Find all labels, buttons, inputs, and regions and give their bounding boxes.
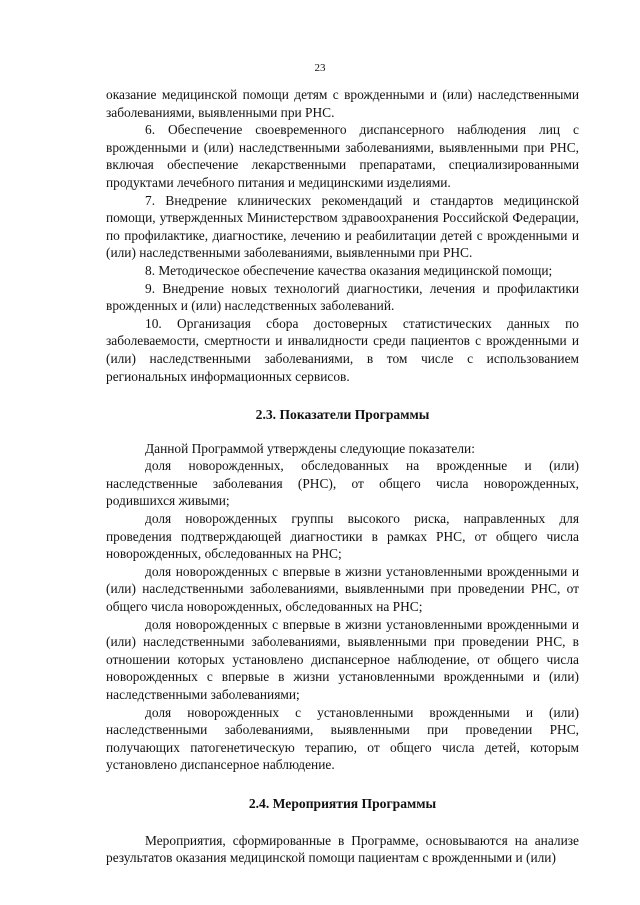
document-body — [106, 86, 579, 867]
paragraph-indicators-intro: Данной Программой утверждены следующие показатели: — [145, 440, 475, 456]
paragraph-indicator: доля новорожденных, обследованных на врожденные и (или) наследственные заболевания (РНС), от общего числа новорожденных, родившихся живыми; — [106, 458, 579, 509]
section-heading-indicators: 2.3. Показатели Программы — [255, 407, 430, 423]
page-number: 23 — [314, 62, 326, 74]
paragraph-item-7: 7. Внедрение клинических рекомендаций и стандартов медицинской помощи, утвержденных Министерством здравоохранения Российской Федерации, по профилактике, диагностике, лечению и реабилитации детей с врожденными и (или) наследственными заболеваниями, выявленными при РНС. — [106, 192, 579, 261]
paragraph-indicator: доля новорожденных группы высокого риска, направленных для проведения подтверждающей диагностики в рамках РНС, от общего числа новорожденных, обследованных на РНС; — [106, 511, 579, 562]
paragraph-item-8: 8. Методическое обеспечение качества оказания медицинской помощи; — [145, 262, 553, 278]
paragraph-indicator: доля новорожденных с впервые в жизни установленными врожденными и (или) наследственными заболеваниями, выявленными при проведении РНС, в отношении которых установлено диспансерное наблюдение, от общего числа новорожденных с впервые в жизни установленными врожденными и (или) наследственными заболеваниями; — [106, 616, 579, 702]
section-heading-activities: 2.4. Мероприятия Программы — [248, 795, 437, 811]
paragraph-item-9: 9. Внедрение новых технологий диагностики, лечения и профилактики врожденных и (или) наследственных заболеваний. — [106, 280, 579, 314]
paragraph-indicator: доля новорожденных с установленными врожденными и (или) наследственными заболеваниями, выявленными при проведении РНС, получающих патогенетическую терапию, от общего числа детей, которым установлено диспансерное наблюдение. — [106, 704, 579, 773]
paragraph-activities-intro: Мероприятия, сформированные в Программе, основываются на анализе результатов оказания медицинской помощи пациентам с врожденными и (или) — [106, 832, 579, 866]
paragraph-continuation: оказание медицинской помощи детям с врожденными и (или) наследственными заболеваниями, выявленными при РНС. — [106, 87, 579, 120]
paragraph-item-10: 10. Организация сбора достоверных статистических данных по заболеваемости, смертности и инвалидности среди пациентов с врожденными и (или) наследственными заболеваниями, в том числе с использованием региональных информационных сервисов. — [106, 315, 579, 384]
paragraph-item-6: 6. Обеспечение своевременного диспансерного наблюдения лиц с врожденными и (или) наследственными заболеваниями, выявленными при РНС, включая обеспечение лекарственными препаратами, специализированными продуктами лечебного питания и медицинскими изделиями. — [106, 122, 579, 190]
paragraph-indicator: доля новорожденных с впервые в жизни установленными врожденными и (или) наследственными заболеваниями, выявленными при проведении РНС, от общего числа новорожденных, обследованных на РНС; — [106, 563, 579, 615]
